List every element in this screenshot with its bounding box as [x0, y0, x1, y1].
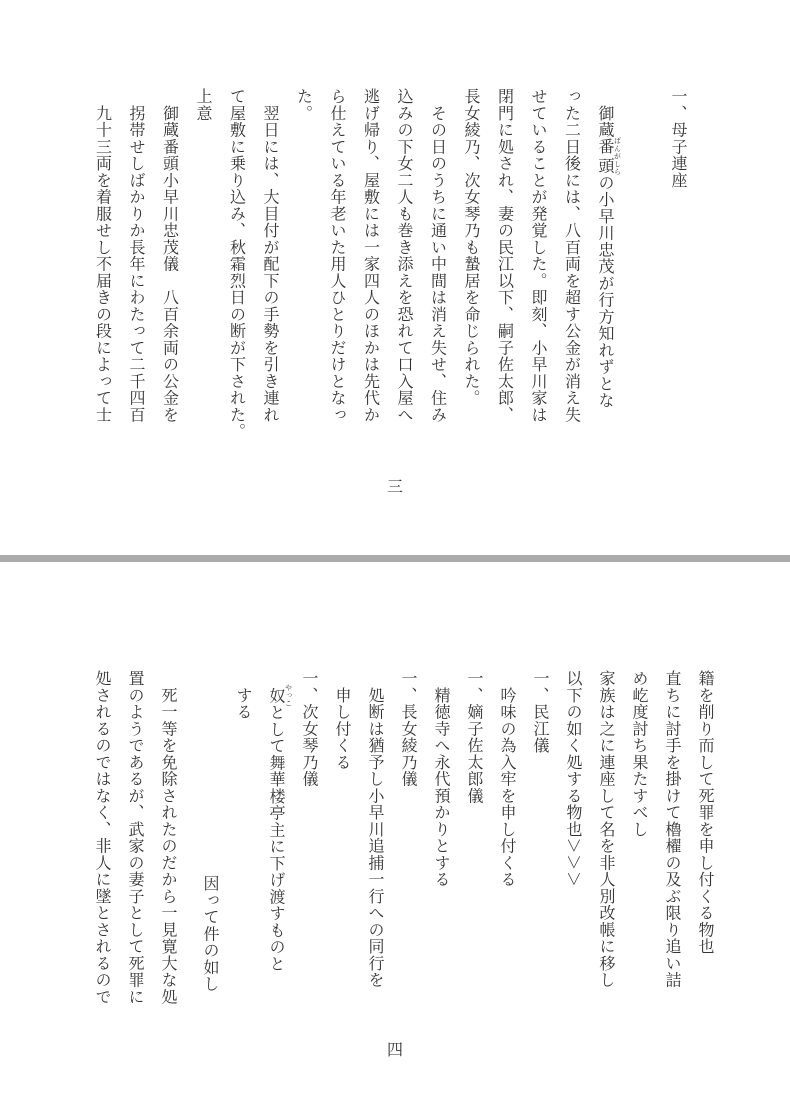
text-segment: として舞華楼亭主に下げ渡すものと	[267, 704, 286, 972]
text-line	[227, 670, 260, 992]
text-segment: 処断は猶予し小早川追捕一行への同行を	[366, 670, 385, 989]
text-segment: 閉門に処され、妻の民江以下、嗣子佐太郎、	[495, 88, 515, 423]
text-segment: の小早川忠茂が行方知れずとな	[596, 174, 615, 409]
text-segment: その日のうちに通い中間は消え失せ、住み	[428, 88, 448, 423]
text-segment: た。	[294, 88, 314, 122]
text-line	[590, 670, 623, 992]
ruby-base: 奴	[267, 683, 286, 707]
text-segment: 九十三両を着服せし不届きの段によって士	[93, 88, 113, 423]
text-segment: 以下の如く処する物也＞＞＞	[564, 670, 583, 888]
text-segment: め屹度討ち果たすべし	[630, 670, 649, 838]
closing-line: 因って件の如し	[201, 874, 220, 992]
page-4-text	[86, 670, 722, 1005]
text-line	[555, 88, 589, 433]
text-segment: 家族は之に連座して名を非人別改帳に移し	[597, 670, 616, 989]
ruby-base: 番頭	[596, 136, 615, 176]
text-segment: った二日後には、八百両を超す公金が消え失	[562, 88, 582, 423]
text-line	[120, 88, 154, 433]
ruby-annotation	[596, 136, 622, 176]
text-line	[260, 670, 293, 992]
text-line	[622, 88, 662, 433]
page-separator	[0, 555, 790, 562]
text-segment: 一、長女綾乃儀	[399, 670, 418, 788]
text-segment: 御蔵番頭小早川忠茂儀 八百余両の公金を	[160, 88, 180, 423]
text-segment: する	[234, 670, 253, 721]
text-line	[86, 670, 119, 1005]
text-line	[326, 670, 359, 992]
text-segment: 翌日には、大目付が配下の手勢を引き連れ	[261, 88, 280, 423]
text-line	[392, 670, 425, 992]
text-line	[557, 670, 590, 992]
text-segment: 処されるのではなく、非人に墜とされるので	[93, 670, 112, 1005]
page-number: 四	[387, 1040, 404, 1059]
text-line	[185, 670, 194, 992]
text-line	[425, 670, 458, 992]
text-segment: 込みの下女二人も巻き添えを恐れて口入屋へ	[395, 88, 414, 423]
ruby-reading: ばんがしら	[613, 136, 622, 176]
text-line	[662, 88, 696, 433]
text-line	[119, 670, 152, 1005]
text-segment: 拐帯せしばかりか長年にわたって二千四百	[127, 88, 146, 423]
text-segment: 申し付くる	[333, 670, 352, 771]
text-segment: 逃げ帰り、屋敷には一家四人のほかは先代か	[361, 88, 381, 423]
text-segment: 直ちに討手を掛けて櫓櫂の及ぶ限り追い詰	[663, 670, 682, 989]
text-line	[458, 670, 491, 992]
text-line	[623, 670, 656, 992]
text-segment: 上意	[194, 88, 213, 122]
ruby-annotation	[267, 683, 293, 707]
text-line	[589, 88, 623, 433]
text-line	[491, 670, 524, 992]
text-segment: 一、嫡子佐太郎儀	[465, 670, 484, 804]
text-segment: 一、次女琴乃儀	[300, 670, 319, 788]
text-segment: 一、母子連座	[669, 88, 688, 189]
page-number: 三	[387, 477, 404, 496]
text-line	[152, 670, 185, 1005]
text-line	[321, 88, 355, 433]
text-segment: 籍を削り而して死罪を申し付くる物也	[696, 670, 715, 955]
text-segment: 置のようであるが、武家の妻子として死罪に	[126, 670, 145, 1005]
text-line	[488, 88, 522, 433]
text-segment: て屋敷に乗り込み、秋霜烈日の断が下された。	[227, 88, 247, 440]
text-line	[86, 88, 120, 433]
text-segment: 長女綾乃、次女琴乃も蟄居を命じられた。	[462, 88, 481, 407]
text-line	[220, 88, 254, 440]
text-segment: 一、民江儀	[531, 670, 550, 754]
text-line	[287, 88, 321, 433]
page-4	[0, 562, 790, 1100]
text-line	[354, 88, 388, 433]
text-line	[522, 88, 556, 433]
page-3-text	[86, 88, 695, 440]
text-segment: 精徳寺へ永代預かりとする	[432, 670, 451, 888]
text-segment: 死一等を免除されたのだから一見寛大な処	[159, 670, 178, 1005]
text-line	[187, 88, 221, 433]
text-line	[293, 670, 326, 992]
text-segment: 吟味の為入牢を申し付くる	[498, 670, 517, 888]
text-segment: ら仕えている年老いた用人ひとりだけとなっ	[328, 88, 347, 423]
text-line	[524, 670, 557, 992]
text-line	[656, 670, 689, 992]
ruby-reading: やっこ	[284, 683, 293, 707]
text-segment: せていることが発覚した。即刻、小早川家は	[529, 88, 548, 423]
text-line	[689, 670, 722, 992]
text-line	[359, 670, 392, 992]
text-line	[388, 88, 422, 433]
text-line	[153, 88, 187, 433]
text-line	[455, 88, 489, 433]
text-line	[421, 88, 455, 433]
text-segment: 御蔵	[596, 88, 615, 139]
text-line	[254, 88, 288, 433]
